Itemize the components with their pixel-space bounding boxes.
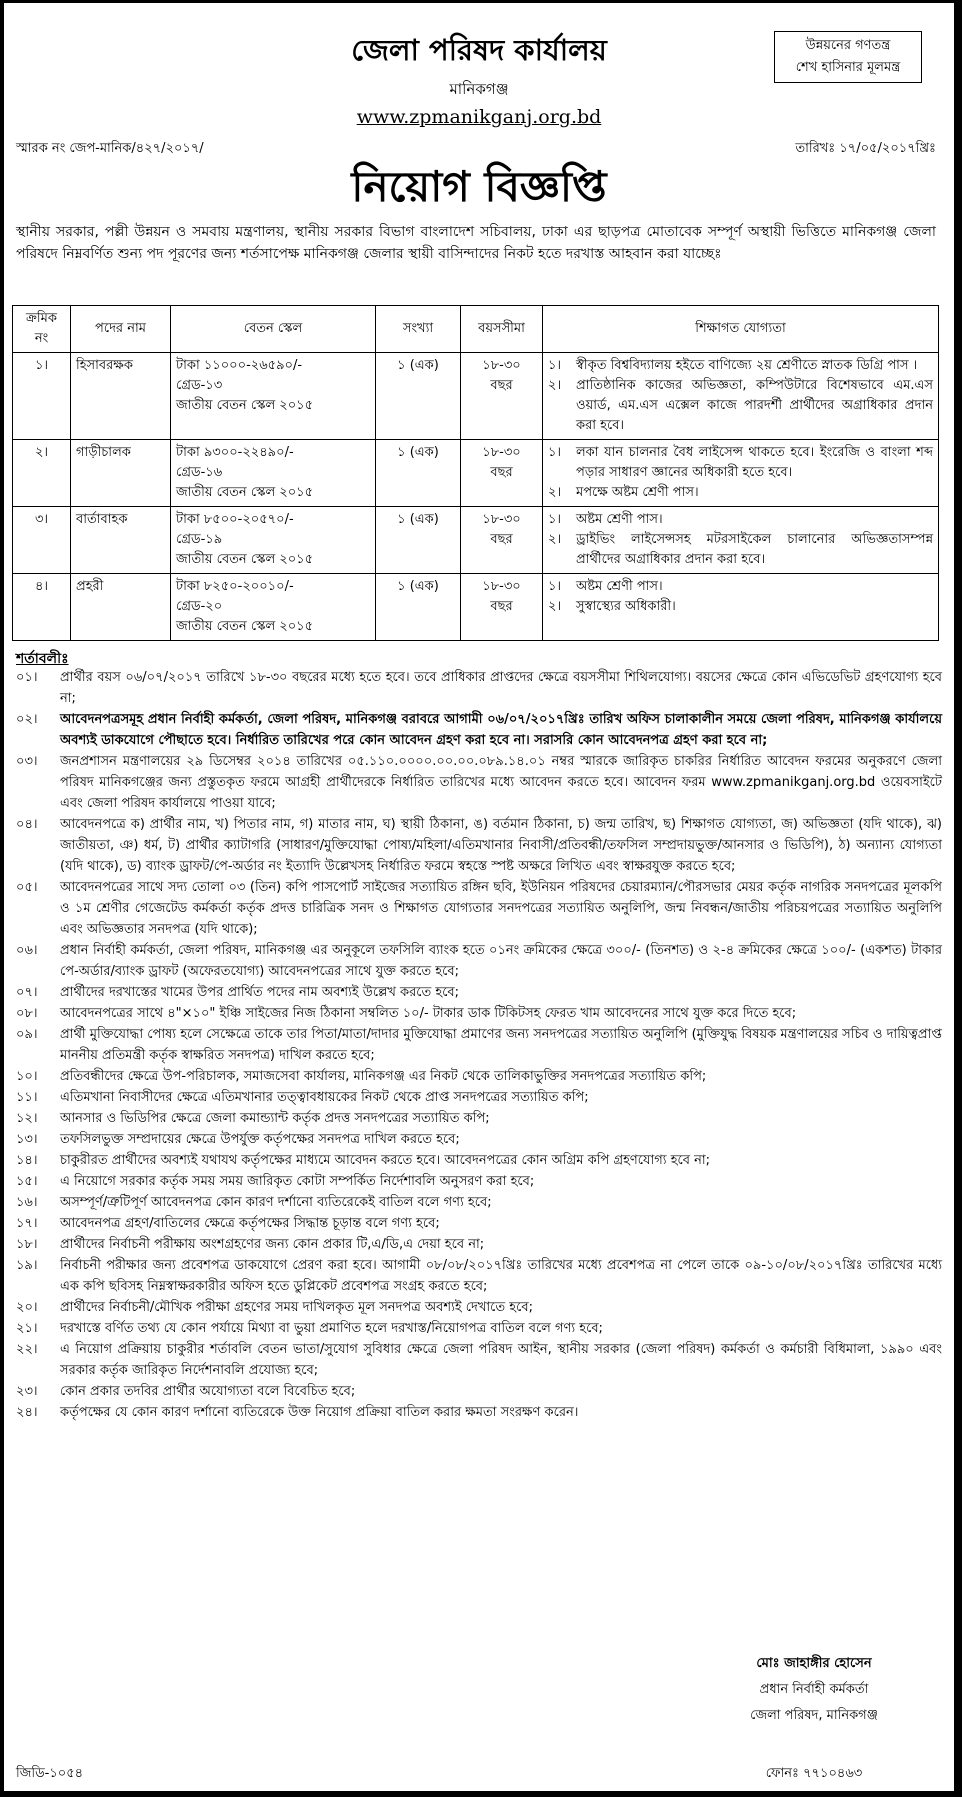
term-number: ১৮। — [16, 1237, 38, 1252]
term-text: নির্বাচনী পরীক্ষার জন্য প্রবেশপত্র ডাকযোগে প্রেরণ করা হবে। আগামী ০৮/০৮/২০১৭খ্রিঃ তারিখের মধ্যে প্রবেশপত্র না পেলে তাকে ০৯-১০/০৮/২০১৭খ্রিঃ তারিখের মধ্যে এক কপি ছবিসহ নিম্নস্বাক্ষরকারীর অফিস হতে ডুপ্লিকেট প্রবেশপত্র সংগ্রহ করতে হবে; — [60, 1258, 942, 1294]
cell-age-limit-text: বছর — [490, 378, 513, 393]
term-text: এ নিয়োগ প্রক্রিয়ায় চাকুরীর শর্তাবলি বেতন ভাতা/সুযোগ সুবিধার ক্ষেত্রে জেলা পরিষদ আইন, স্থানীয় সরকার (জেলা পরিষদ) কর্মকর্তা ও কর্মচারী বিধিমালা, ১৯৯০ এবং সরকার কর্তৃক জারিকৃত নির্দেশনাবলি প্রযোজ্য হবে; — [60, 1342, 942, 1378]
cell-post-text: প্রহরী — [76, 579, 104, 594]
term-text: কর্তৃপক্ষের যে কোন কারণ দর্শানো ব্যতিরেকে উক্ত নিয়োগ প্রক্রিয়া বাতিল করার ক্ষমতা সংরক্ষণ করেন। — [60, 1405, 579, 1420]
terms-list — [12, 667, 942, 1423]
term-text: আবেদনপত্রের সাথে সদ্য তোলা ০৩ (তিন) কপি পাসপোর্ট সাইজের সত্যায়িত রঙ্গিন ছবি, ইউনিয়ন পরিষদের চেয়ারম্যান/পৌরসভার মেয়র কর্তৃক নাগরিক সনদপত্রের মূলকপি ও ১ম শ্রেণীর গেজেটেড কর্মকর্তা কর্তৃক প্রদত্ত চারিত্রিক সনদ ও শিক্ষাগত যোগ্যতার সনদপত্রের সত্যায়িত অনুলিপি, জন্ম নিবন্ধন/জাতীয় পরিচয়পত্রের সত্যায়িত অনুলিপি এবং অভিজ্ঞতার সনদপত্র (যদি থাকে); — [60, 880, 942, 937]
qualification-item — [548, 597, 933, 617]
cell-age-limit-text: ১৮-৩০ — [482, 512, 521, 527]
cell-serial — [13, 440, 71, 507]
col-header-pay: বেতন স্কেল — [171, 306, 376, 353]
qualification-item — [548, 530, 933, 570]
term-text: তফসিলভুক্ত সম্প্রদায়ের ক্ষেত্রে উপর্যুক্ত কর্তৃপক্ষের সনদপত্র দাখিল করতে হবে; — [60, 1132, 460, 1147]
term-text: প্রতিবন্ধীদের ক্ষেত্রে উপ-পরিচালক, সমাজসেবা কার্যালয়, মানিকগঞ্জ এর নিকট থেকে তালিকাভুক্তির সনদপত্রের সত্যায়িত কপি; — [60, 1069, 707, 1084]
term-number: ১৭। — [16, 1216, 38, 1231]
qualification-number: ১। — [548, 579, 562, 594]
cell-qualification — [543, 353, 939, 440]
term-number: ০২। — [16, 712, 38, 727]
cell-pay-scale-text: টাকা ৮২৫০-২০০১০/- — [176, 579, 294, 594]
term-number: ২৩। — [16, 1384, 38, 1399]
cell-count — [376, 574, 461, 641]
term-item — [12, 1318, 942, 1339]
cell-post-text: বার্তাবাহক — [76, 512, 128, 527]
cell-age-limit — [461, 507, 543, 574]
term-item — [12, 1108, 942, 1129]
qualification-text: মপক্ষে অষ্টম শ্রেণী পাস। — [576, 485, 699, 500]
cell-post — [71, 440, 171, 507]
cell-pay-scale-text: জাতীয় বেতন স্কেল ২০১৫ — [176, 485, 314, 500]
term-number: ০৫। — [16, 880, 38, 895]
cell-pay-scale-text: গ্রেড-১৯ — [176, 532, 223, 547]
cell-age-limit — [461, 353, 543, 440]
term-item — [12, 709, 942, 751]
term-item — [12, 667, 942, 709]
term-text: আবেদনপত্র গ্রহণ/বাতিলের ক্ষেত্রে কর্তৃপক্ষের সিদ্ধান্ত চূড়ান্ত বলে গণ্য হবে; — [60, 1216, 440, 1231]
term-text: প্রার্থীদের নির্বাচনী/মৌখিক পরীক্ষা গ্রহণের সময় দাখিলকৃত মূল সনদপত্র অবশ্যই দেখাতে হবে; — [60, 1300, 533, 1315]
qualification-number: ২। — [548, 378, 562, 393]
qualification-text: অষ্টম শ্রেণী পাস। — [576, 512, 663, 527]
term-number: ১১। — [16, 1090, 38, 1105]
qualification-number: ১। — [548, 358, 562, 373]
notice-page — [4, 3, 954, 1791]
table-row — [13, 574, 939, 641]
cell-pay-scale — [171, 353, 376, 440]
term-text: প্রার্থীদের নির্বাচনী পরীক্ষায় অংশগ্রহণের জন্য কোন প্রকার টি,এ/ডি,এ দেয়া হবে না; — [60, 1237, 485, 1252]
term-text: জনপ্রশাসন মন্ত্রণালয়ের ২৯ ডিসেম্বর ২০১৪ তারিখের ০৫.১১০.০০০০.০০.০০.০৮৯.১৪.০১ নম্বর স্মারকে জারিকৃত চাকরির নির্ধারিত আবেদন ফরমের অনুকরণে জেলা পরিষদ মানিকগঞ্জের জন্য প্রস্তুতকৃত ফরমে আগ্রহী প্রার্থীদেরকে নির্ধারিত তারিখের মধ্যে আবেদন করতে হবে। আবেদন ফরম www.zpmanikganj.org.bd ওয়েবসাইটে এবং জেলা পরিষদ কার্যালয়ে পাওয়া যাবে; — [60, 754, 942, 811]
term-item — [12, 1129, 942, 1150]
col-header-qualification: শিক্ষাগত যোগ্যতা — [543, 306, 939, 353]
term-item — [12, 877, 942, 940]
term-number: ১২। — [16, 1111, 38, 1126]
term-number: ০৭। — [16, 985, 38, 1000]
cell-age-limit-text: বছর — [490, 465, 513, 480]
term-number: ১৩। — [16, 1132, 38, 1147]
qualification-number: ২। — [548, 532, 562, 547]
qualification-number: ১। — [548, 512, 562, 527]
cell-pay-scale-text: টাকা ৯৩০০-২২৪৯০/- — [176, 445, 294, 460]
notice-heading: নিয়োগ বিজ্ঞপ্তি — [351, 162, 607, 211]
cell-qualification — [543, 440, 939, 507]
cell-count — [376, 507, 461, 574]
term-number: ০৪। — [16, 817, 38, 832]
cell-pay-scale — [171, 440, 376, 507]
cell-post — [71, 353, 171, 440]
qualification-item — [548, 376, 933, 436]
col-header-serial: ক্রমিক নং — [13, 306, 71, 353]
cell-post-text: হিসাবরক্ষক — [76, 358, 133, 373]
term-text: প্রধান নির্বাহী কর্মকর্তা, জেলা পরিষদ, মানিকগঞ্জ এর অনুকূলে তফসিলি ব্যাংক হতে ০১নং ক্রমিকের ক্ষেত্রে ৩০০/- (তিনশত) ও ২-৪ ক্রমিকের ক্ষেত্রে ১০০/- (একশত) টাকার পে-অর্ডার/ব্যাংক ড্রাফট (অফেরতযোগ্য) আবেদনপত্রের সাথে যুক্ত করতে হবে; — [60, 943, 942, 979]
signatory-name: মোঃ জাহাঙ্গীর হোসেন — [756, 1656, 872, 1671]
cell-post — [71, 574, 171, 641]
website-link[interactable]: www.zpmanikganj.org.bd — [356, 106, 602, 128]
signatory-office: জেলা পরিষদ, মানিকগঞ্জ — [750, 1708, 878, 1723]
office-title: জেলা পরিষদ কার্যালয় — [351, 33, 607, 67]
qualification-item — [548, 577, 933, 597]
table-row — [13, 353, 939, 440]
memo-number: স্মারক নং জেপ-মানিক/৪২৭/২০১৭/ — [16, 141, 204, 156]
term-text: প্রার্থী মুক্তিযোদ্ধা পোষ্য হলে সেক্ষেত্রে তাকে তার পিতা/মাতা/দাদার মুক্তিযোদ্ধা প্রমাণের জন্য সনদপত্রের সত্যায়িত অনুলিপি (মুক্তিযুদ্ধ বিষয়ক মন্ত্রণালয়ের সচিব ও দায়িত্বপ্রাপ্ত মাননীয় প্রতিমন্ত্রী কর্তৃক স্বাক্ষরিত সনদপত্র) দাখিল করতে হবে; — [60, 1027, 942, 1063]
term-text: আবেদনপত্রসমূহ প্রধান নির্বাহী কর্মকর্তা, জেলা পরিষদ, মানিকগঞ্জ বরাবরে আগামী ০৬/০৭/২০১৭খ্রিঃ তারিখ অফিস চালাকালীন সময়ে জেলা পরিষদ, মানিকগঞ্জ কার্যালয়ে অবশ্যই ডাকযোগে পৌছাতে হবে। নির্ধারিত তারিখের পরে কোন আবেদন গ্রহণ করা হবে না। সরাসরি কোন আবেদনপত্র গ্রহণ করা হবে না; — [60, 712, 942, 748]
term-item — [12, 751, 942, 814]
qualification-number: ১। — [548, 445, 562, 460]
cell-qualification — [543, 574, 939, 641]
term-number: ০৩। — [16, 754, 38, 769]
cell-serial — [13, 574, 71, 641]
term-item — [12, 1297, 942, 1318]
term-text: আবেদনপত্রে ক) প্রার্থীর নাম, খ) পিতার নাম, গ) মাতার নাম, ঘ) স্থায়ী ঠিকানা, ঙ) বর্তমান ঠিকানা, চ) জন্ম তারিখ, ছ) শিক্ষাগত যোগ্যতা, জ) অভিজ্ঞতা (যদি থাকে), ঝ) জাতীয়তা, ঞ) ধর্ম, ট) প্রার্থীর ক্যাটাগরি (সাধারণ/মুক্তিযোদ্ধা পোষ্য/মহিলা/এতিমখানার নিবাসী/প্রতিবন্ধী/তফসিল সম্প্রদায়ভুক্ত/আনসার ও ভিডিপি), ঠ) অন্যান্য যোগ্যতা (যদি থাকে), ড) ব্যাংক ড্রাফট/পে-অর্ডার নং ইত্যাদি উল্লেখসহ নির্ধারিত ফরমে স্বহস্তে স্পষ্ট অক্ষরে লিখিত এবং স্বাক্ষরযুক্ত করতে হবে; — [60, 817, 942, 874]
cell-qualification — [543, 507, 939, 574]
cell-post-text: গাড়ীচালক — [76, 445, 131, 460]
cell-count — [376, 353, 461, 440]
qualification-number: ২। — [548, 599, 562, 614]
cell-count-text: ১ (এক) — [397, 512, 439, 527]
term-number: ০১। — [16, 670, 38, 685]
term-item — [12, 940, 942, 982]
phone-number: ফোনঃ ৭৭১০৪৬৩ — [765, 1766, 863, 1781]
cell-pay-scale-text: টাকা ৮৫০০-২০৫৭০/- — [176, 512, 294, 527]
notice-date: তারিখঃ ১৭/০৫/২০১৭খ্রিঃ — [795, 141, 936, 156]
cell-pay-scale-text: গ্রেড-২০ — [176, 599, 223, 614]
term-item — [12, 1402, 942, 1423]
term-number: ২৪। — [16, 1405, 38, 1420]
cell-pay-scale — [171, 574, 376, 641]
cell-age-limit-text: ১৮-৩০ — [482, 358, 521, 373]
cell-age-limit-text: ১৮-৩০ — [482, 445, 521, 460]
term-item — [12, 1255, 942, 1297]
cell-count — [376, 440, 461, 507]
term-item — [12, 1150, 942, 1171]
qualification-text: স্বীকৃত বিশ্ববিদ্যালয় হইতে বাণিজ্যে ২য় শ্রেণীতে স্নাতক ডিগ্রি পাস । — [576, 358, 918, 373]
term-text: অসম্পূর্ণ/ত্রুটিপূর্ণ আবেদনপত্র কোন কারণ দর্শানো ব্যতিরেকেই বাতিল বলে গণ্য হবে; — [60, 1195, 492, 1210]
col-header-count: সংখ্যা — [376, 306, 461, 353]
col-header-age: বয়সসীমা — [461, 306, 543, 353]
term-item — [12, 1234, 942, 1255]
col-header-post: পদের নাম — [71, 306, 171, 353]
cell-serial — [13, 353, 71, 440]
term-number: ০৯। — [16, 1027, 38, 1042]
cell-age-limit — [461, 440, 543, 507]
cell-age-limit — [461, 574, 543, 641]
term-text: আনসার ও ভিডিপির ক্ষেত্রে জেলা কমান্ড্যান্ট কর্তৃক প্রদত্ত সনদপত্রের সত্যায়িত কপি; — [60, 1111, 490, 1126]
qualification-number: ২। — [548, 485, 562, 500]
cell-pay-scale-text: জাতীয় বেতন স্কেল ২০১৫ — [176, 398, 314, 413]
cell-serial-text: ১। — [34, 358, 49, 373]
term-item — [12, 814, 942, 877]
qualification-item — [548, 356, 933, 376]
cell-age-limit-text: বছর — [490, 532, 513, 547]
term-item — [12, 1024, 942, 1066]
term-text: কোন প্রকার তদবির প্রার্থীর অযোগ্যতা বলে বিবেচিত হবে; — [60, 1384, 356, 1399]
term-text: চাকুরীরত প্রার্থীদের অবশ্যই যথাযথ কর্তৃপক্ষের মাধ্যমে আবেদন করতে হবে। আবেদনপত্রের কোন অগ্রিম কপি গ্রহণযোগ্য হবে না; — [60, 1153, 711, 1168]
cell-serial — [13, 507, 71, 574]
cell-pay-scale-text: গ্রেড-১৩ — [176, 378, 223, 393]
term-text: দরখাস্তে বর্ণিত তথ্য যে কোন পর্যায়ে মিথ্যা বা ভুয়া প্রমাণিত হলে দরখাস্ত/নিয়োগপত্র বাতিল বলে গণ্য হবে; — [60, 1321, 603, 1336]
term-number: ২২। — [16, 1342, 38, 1357]
qualification-item — [548, 483, 933, 503]
cell-post — [71, 507, 171, 574]
term-number: ২১। — [16, 1321, 38, 1336]
cell-pay-scale — [171, 507, 376, 574]
motto-line-2: শেখ হাসিনার মূলমন্ত্র — [795, 60, 901, 75]
gd-code: জিডি-১০৫৪ — [16, 1766, 84, 1781]
term-number: ০৮। — [16, 1006, 38, 1021]
qualification-text: প্রাতিষ্ঠানিক কাজের অভিজ্ঞতা, কম্পিউটারে বিশেষভাবে এম.এস ওয়ার্ড, এম.এস এক্সেল কাজে পারদর্শী প্রার্থীদের অগ্রাধিকার প্রদান করা হবে। — [576, 378, 933, 433]
motto-line-1: উন্নয়নের গণতন্ত্র — [805, 38, 891, 53]
qualification-text: সুস্বাস্থ্যের অধিকারী। — [576, 599, 676, 614]
cell-count-text: ১ (এক) — [397, 579, 439, 594]
cell-age-limit-text: বছর — [490, 599, 513, 614]
term-number: ২০। — [16, 1300, 38, 1315]
signature-block — [694, 1651, 934, 1729]
term-text: এতিমখানা নিবাসীদের ক্ষেত্রে এতিমখানার তত্ত্বাবধায়কের নিকট থেকে প্রাপ্ত সনদপত্রের সত্যায়িত কপি; — [60, 1090, 589, 1105]
cell-age-limit-text: ১৮-৩০ — [482, 579, 521, 594]
term-text: প্রার্থীদের দরখাস্তের খামের উপর প্রার্থিত পদের নাম অবশ্যই উল্লেখ করতে হবে; — [60, 985, 460, 1000]
term-number: ১৯। — [16, 1258, 38, 1273]
cell-count-text: ১ (এক) — [397, 445, 439, 460]
motto-box — [774, 31, 922, 83]
term-item — [12, 1213, 942, 1234]
term-item — [12, 982, 942, 1003]
cell-count-text: ১ (এক) — [397, 358, 439, 373]
qualification-text: অষ্টম শ্রেণী পাস। — [576, 579, 663, 594]
term-item — [12, 1381, 942, 1402]
cell-pay-scale-text: টাকা ১১০০০-২৬৫৯০/- — [176, 358, 303, 373]
term-number: ০৬। — [16, 943, 38, 958]
term-number: ১৬। — [16, 1195, 38, 1210]
district-name: মানিকগঞ্জ — [449, 80, 509, 98]
term-text: এ নিয়োগে সরকার কর্তৃক সময় সময় জারিকৃত কোটা সম্পর্কিত নির্দেশাবলি অনুসরণ করা হবে; — [60, 1174, 535, 1189]
terms-heading: শর্তাবলীঃ — [16, 651, 69, 667]
cell-pay-scale-text: জাতীয় বেতন স্কেল ২০১৫ — [176, 619, 314, 634]
vacancy-table — [12, 305, 939, 641]
term-item — [12, 1087, 942, 1108]
signatory-designation: প্রধান নির্বাহী কর্মকর্তা — [759, 1682, 869, 1697]
qualification-item — [548, 443, 933, 483]
cell-pay-scale-text: গ্রেড-১৬ — [176, 465, 223, 480]
term-item — [12, 1171, 942, 1192]
table-header-row — [13, 306, 939, 353]
intro-paragraph: স্থানীয় সরকার, পল্লী উন্নয়ন ও সমবায় মন্ত্রণালয়, স্থানীয় সরকার বিভাগ বাংলাদেশ সচিবালয়, ঢাকা এর ছাড়পত্র মোতাবেক সম্পূর্ণ অস্থায়ী ভিত্তিতে মানিকগঞ্জ জেলা পরিষদে নিম্নবর্ণিত শুন্য পদ পূরণের জন্য শর্তসাপেক্ষ মানিকগঞ্জ জেলার স্থায়ী বাসিন্দাদের নিকট হতে দরখাস্ত আহবান করা যাচ্ছেঃ — [16, 224, 936, 262]
cell-serial-text: ২। — [34, 445, 49, 460]
cell-pay-scale-text: জাতীয় বেতন স্কেল ২০১৫ — [176, 552, 314, 567]
qualification-text: লকা যান চালনার বৈধ লাইসেন্স থাকতে হবে। ইংরেজি ও বাংলা শব্দ পড়ার সাধারণ জ্ঞানের অধিকারী হতে হবে। — [576, 445, 933, 480]
qualification-text: ড্রাইভিং লাইসেন্সসহ মটরসাইকেল চালানোর অভিজ্ঞতাসম্পন্ন প্রার্থীদের অগ্রাধিকার প্রদান করা হবে। — [576, 532, 933, 567]
cell-serial-text: ৪। — [34, 579, 49, 594]
term-number: ১৫। — [16, 1174, 38, 1189]
term-number: ১৪। — [16, 1153, 38, 1168]
term-item — [12, 1192, 942, 1213]
term-text: আবেদনপত্রের সাথে ৪"×১০" ইঞ্চি সাইজের নিজ ঠিকানা সম্বলিত ১০/- টাকার ডাক টিকিটসহ ফেরত খাম আবেদনের সাথে যুক্ত করে দিতে হবে; — [60, 1006, 797, 1021]
table-row — [13, 507, 939, 574]
term-item — [12, 1066, 942, 1087]
term-text: প্রার্থীর বয়স ০৬/০৭/২০১৭ তারিখে ১৮-৩০ বছরের মধ্যে হতে হবে। তবে প্রাধিকার প্রাপ্তদের ক্ষেত্রে বয়সসীমা শিথিলযোগ্য। বয়সের ক্ষেত্রে কোন এভিডেভিট গ্রহণযোগ্য হবে না; — [60, 670, 942, 706]
term-item — [12, 1339, 942, 1381]
term-item — [12, 1003, 942, 1024]
qualification-item — [548, 510, 933, 530]
term-number: ১০। — [16, 1069, 38, 1084]
table-row — [13, 440, 939, 507]
cell-serial-text: ৩। — [34, 512, 49, 527]
